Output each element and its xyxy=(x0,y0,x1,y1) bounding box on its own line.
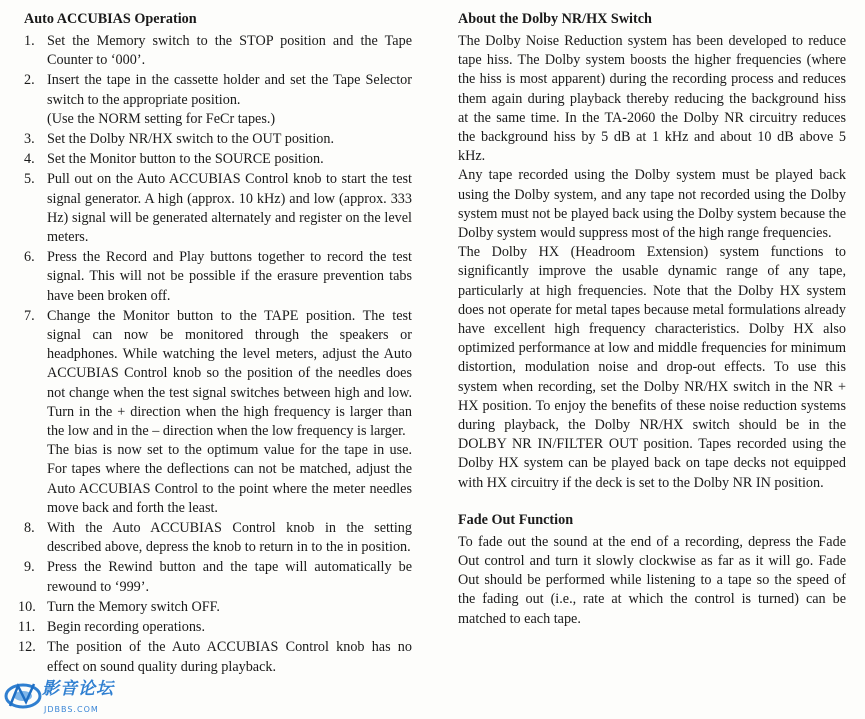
step-item xyxy=(18,598,412,617)
step-text: Set the Monitor button to the SOURCE position. xyxy=(47,151,324,168)
dolby-paragraph: Any tape recorded using the Dolby system must be played back using the Dolby system, and any tape not recorded using the Dolby system must not be played back using the Dolby system because the Dolby system would suppress most of the high range frequencies. xyxy=(458,167,846,242)
step-item xyxy=(24,170,412,247)
right-column xyxy=(458,10,846,629)
step-item xyxy=(18,638,412,676)
step-number: 9. xyxy=(24,559,35,576)
step-item xyxy=(24,519,412,557)
step-text: Set the Memory switch to the STOP position and the Tape Counter to ‘000’. xyxy=(47,33,412,69)
step-text: Begin recording operations. xyxy=(47,619,205,636)
step-item xyxy=(24,32,412,70)
step-number: 3. xyxy=(24,131,35,148)
forum-logo-icon xyxy=(4,678,44,712)
step-text: The position of the Auto ACCUBIAS Control knob has no effect on sound quality during playback. xyxy=(47,639,412,675)
step-item xyxy=(24,248,412,306)
step-number: 11. xyxy=(18,619,36,636)
dolby-paragraph: The Dolby HX (Headroom Extension) system functions to significantly improve the usable dynamic range of any tape, particularly at high frequencies. Note that the Dolby HX system does not operate for metal tapes because metal formulations already have excellent high frequency characteristics. Dolby HX also optimized performance at low and middle frequencies for minimum distortion, modulation noise and drop-out effects. To use this system when recording, set the Dolby NR/HX switch in the NR + HX position. To enjoy the benefits of these noise reduction systems during playback, the Dolby NR/HX switch should be in the DOLBY NR IN/FILTER OUT position. Tapes recorded using the Dolby HX system can be played back on tape decks not equipped with HX circuitry if the deck is set to the Dolby NR IN position. xyxy=(458,244,846,491)
step-text: Turn the Memory switch OFF. xyxy=(47,598,220,615)
step-number: 10. xyxy=(18,598,36,615)
step-text: Insert the tape in the cassette holder and set the Tape Selector switch to the appropriate position. xyxy=(47,72,412,108)
step-number: 7. xyxy=(24,307,35,324)
dolby-paragraph: The Dolby Noise Reduction system has been developed to reduce tape hiss. The Dolby system boosts the higher frequencies (where the hiss is most apparent) during the recording process and reduces them again during playback thereby reducing the background hiss at the same time. In the TA-2060 the Dolby NR circuitry reduces the background hiss by 5 dB at 1 kHz and about 10 dB above 5 kHz. xyxy=(458,33,846,165)
step-note: The bias is now set to the optimum value for the tape in use. For tapes where the deflections can not be matched, adjust the Auto ACCUBIAS Control to the point where the meter needles move back and forth the least. xyxy=(47,442,412,516)
step-text: Pull out on the Auto ACCUBIAS Control knob to start the test signal generator. A high (approx. 10 kHz) and low (approx. 333 Hz) signal will be generated alternately and register on the level meters. xyxy=(47,171,412,246)
step-number: 12. xyxy=(18,639,36,656)
step-number: 8. xyxy=(24,520,35,537)
step-number: 1. xyxy=(24,33,35,49)
step-text: With the Auto ACCUBIAS Control knob in the setting described above, depress the knob to return in to the in position. xyxy=(47,520,412,556)
step-text: Set the Dolby NR/HX switch to the OUT position. xyxy=(47,131,335,148)
forum-watermark xyxy=(4,678,134,712)
fade-out-paragraph: To fade out the sound at the end of a recording, depress the Fade Out control and turn it slowly clockwise as far as it will go. Fade Out should be performed while listening to a tape so the speed of the fading out (i.e., rate at which the control is turned) can be matched to each tape. xyxy=(458,533,846,627)
fade-out-heading: Fade Out Function xyxy=(458,511,574,528)
step-number: 4. xyxy=(24,151,35,168)
step-text: Change the Monitor button to the TAPE position. The test signal can now be monitored through the speakers or headphones. While watching the level meters, adjust the Auto ACCUBIAS Control knob so the position of the needles does not change when the test signal switches between high and low. Turn in the + direction when the high frequency is larger than the low and in the – direction when the low frequency is larger. xyxy=(47,307,412,440)
step-number: 5. xyxy=(24,171,35,188)
accubias-steps xyxy=(18,32,412,677)
step-item xyxy=(24,130,412,149)
watermark-title: 影音论坛 xyxy=(42,679,114,699)
step-item xyxy=(24,558,412,596)
step-number: 6. xyxy=(24,249,35,266)
step-number: 2. xyxy=(24,72,35,89)
dolby-heading: About the Dolby NR/HX Switch xyxy=(458,11,652,27)
step-item xyxy=(24,150,412,169)
step-item xyxy=(24,71,412,129)
left-column xyxy=(18,10,412,678)
step-item xyxy=(24,307,412,518)
accubias-heading: Auto ACCUBIAS Operation xyxy=(24,11,197,27)
step-text: Press the Rewind button and the tape will automatically be rewound to ‘999’. xyxy=(47,559,412,595)
step-note: (Use the NORM setting for FeCr tapes.) xyxy=(47,110,276,127)
watermark-url: JDBBS.COM xyxy=(44,705,99,714)
step-item xyxy=(18,618,412,637)
step-text: Press the Record and Play buttons together to record the test signal. This will not be possible if the erasure prevention tabs have been broken off. xyxy=(47,249,412,304)
